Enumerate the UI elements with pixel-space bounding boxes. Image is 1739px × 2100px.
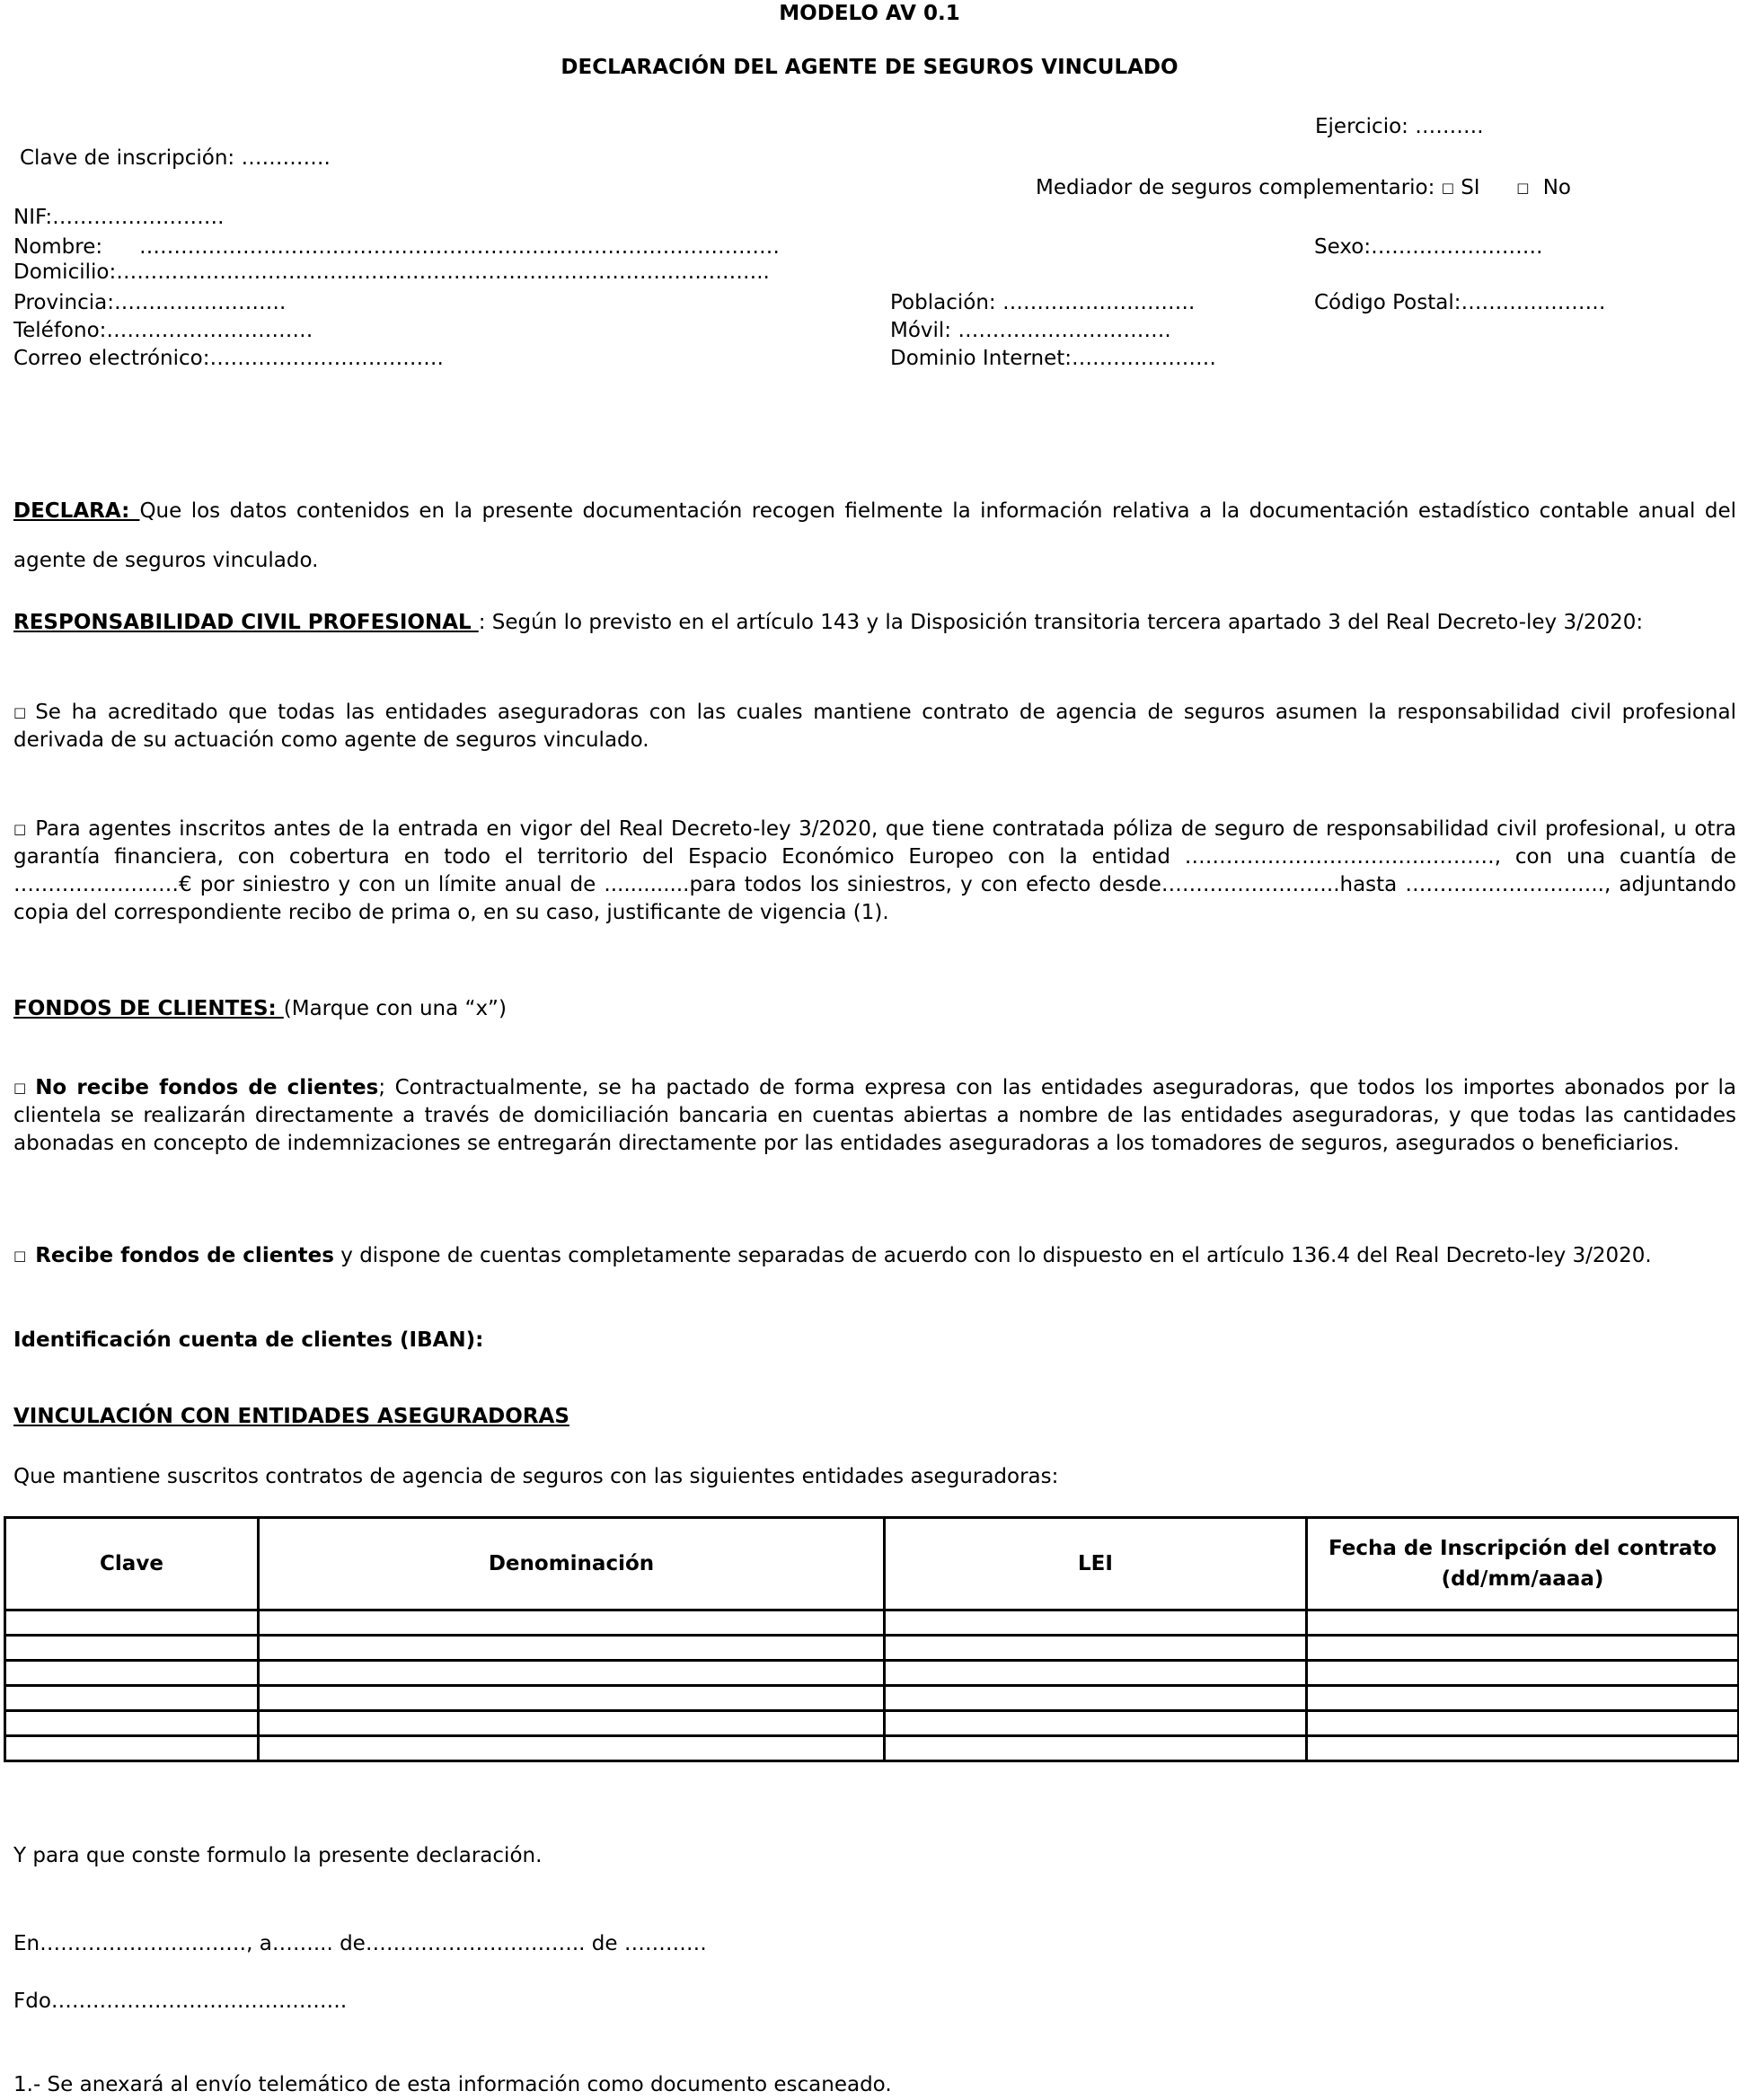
recibe-text: y dispone de cuentas completamente separadas de acuerdo con lo dispuesto en el artículo 136.4 del Real Decreto-ley 3/2020. <box>333 1244 1652 1267</box>
place-date-line[interactable]: En…………………………, a……... de………………………….. de ………… <box>13 1932 707 1955</box>
option-1-text: Se ha acreditado que todas las entidades aseguradoras con las cuales mantiene contrato de agencia de seguros asumen la responsabilidad civil profesional derivada de su actuación como agente de seguros vinculado. <box>13 701 1736 752</box>
responsabilidad-option-1 <box>13 699 1736 754</box>
iban-label: Identificación cuenta de clientes (IBAN): <box>13 1328 484 1352</box>
footnote: 1.- Se anexará al envío telemático de esta información como documento escaneado. <box>13 2073 892 2096</box>
header-lei: LEI <box>885 1518 1307 1610</box>
table-cell[interactable] <box>1307 1686 1739 1711</box>
table-row <box>5 1661 1739 1686</box>
no-recibe-fondos-paragraph <box>13 1074 1736 1158</box>
responsabilidad-text: : Según lo previsto en el artículo 143 y la Disposición transitoria tercera apartado 3 del Real Decreto-ley 3/2020: <box>478 611 1644 634</box>
checkbox-option-2-icon[interactable]: □ <box>13 821 27 837</box>
table-row <box>5 1711 1739 1736</box>
mediador-label: Mediador de seguros complementario: <box>1036 176 1435 199</box>
header-denominacion: Denominación <box>259 1518 885 1610</box>
option-2-text: Para agentes inscritos antes de la entrada en vigor del Real Decreto-ley 3/2020, que tiene contratada póliza de seguro de responsabilidad civil profesional, u otra garantía financiera, con cobertura en todo el territorio del Espacio Económico Europeo con la entidad ………………………………………, con una cuantía de ……………………€ por siniestro y con un límite anual de .............para todos los siniestros, y con efecto desde……………………..hasta ……………………….., adjuntando copia del correspondiente recibo de prima o, en su caso, justificante de vigencia (1). <box>13 817 1736 924</box>
table-cell[interactable] <box>259 1661 885 1686</box>
entidades-table <box>4 1516 1739 1762</box>
table-cell[interactable] <box>885 1686 1307 1711</box>
closing-statement: Y para que conste formulo la presente declaración. <box>13 1844 543 1867</box>
nif-field[interactable]: NIF:……………………. <box>13 206 225 229</box>
table-header-row <box>5 1518 1739 1610</box>
fondos-label: FONDOS DE CLIENTES: <box>13 997 284 1020</box>
table-cell[interactable] <box>259 1636 885 1661</box>
provincia-field[interactable]: Provincia:……………………. <box>13 291 287 314</box>
ejercicio-field[interactable]: Ejercicio: ………. <box>1315 115 1484 138</box>
table-cell[interactable] <box>5 1686 259 1711</box>
mediador-complementario <box>1036 174 1571 201</box>
table-cell[interactable] <box>885 1736 1307 1761</box>
dominio-field[interactable]: Dominio Internet:………………… <box>890 347 1217 370</box>
table-cell[interactable] <box>259 1736 885 1761</box>
table-row <box>5 1736 1739 1761</box>
table-cell[interactable] <box>5 1711 259 1736</box>
nombre-label: Nombre: <box>13 235 103 259</box>
codigo-postal-field[interactable]: Código Postal:………………… <box>1314 291 1606 314</box>
table-row <box>5 1610 1739 1636</box>
declara-text: Que los datos contenidos en la presente documentación recogen fielmente la información relativa a la documentación estadístico contable anual del agente de seguros vinculado. <box>13 499 1737 572</box>
table-cell[interactable] <box>5 1610 259 1636</box>
responsabilidad-option-2 <box>13 816 1736 927</box>
table-cell[interactable] <box>5 1736 259 1761</box>
responsabilidad-label: RESPONSABILIDAD CIVIL PROFESIONAL <box>13 611 479 634</box>
header-clave: Clave <box>5 1518 259 1610</box>
movil-field[interactable]: Móvil: …………………………. <box>890 319 1171 342</box>
declara-label: DECLARA: <box>13 499 140 523</box>
checkbox-no-recibe-icon[interactable]: □ <box>13 1080 27 1096</box>
table-cell[interactable] <box>5 1661 259 1686</box>
checkbox-option-1-icon[interactable]: □ <box>13 704 27 720</box>
checkbox-no-icon[interactable]: □ <box>1516 180 1530 196</box>
table-row <box>5 1686 1739 1711</box>
poblacion-field[interactable]: Población: ………………………. <box>890 291 1196 314</box>
table-cell[interactable] <box>259 1610 885 1636</box>
recibe-fondos-paragraph <box>13 1242 1736 1270</box>
checkbox-si-icon[interactable]: □ <box>1441 180 1454 196</box>
declara-paragraph <box>13 487 1736 586</box>
vinculacion-heading: VINCULACIÓN CON ENTIDADES ASEGURADORAS <box>13 1405 569 1428</box>
checkbox-recibe-icon[interactable]: □ <box>13 1248 27 1264</box>
no-recibe-text: ; Contractualmente, se ha pactado de forma expresa con las entidades aseguradoras, que todos los importes abonados por la clientela se realizarán directamente a través de domiciliación bancaria en cuentas abiertas a nombre de las entidades aseguradoras, y que todas las cantidades abonadas en concepto de indemnizaciones se entregarán directamente por las entidades aseguradoras a los tomadores de seguros, asegurados o beneficiarios. <box>13 1076 1736 1155</box>
table-cell[interactable] <box>885 1661 1307 1686</box>
sexo-field[interactable]: Sexo:……………………. <box>1314 235 1543 259</box>
fondos-hint: (Marque con una “x”) <box>283 997 507 1020</box>
recibe-label: Recibe fondos de clientes <box>35 1244 334 1267</box>
signature-line[interactable]: Fdo……………………………………. <box>13 1990 348 2013</box>
table-cell[interactable] <box>1307 1711 1739 1736</box>
table-cell[interactable] <box>259 1711 885 1736</box>
vinculacion-intro: Que mantiene suscritos contratos de agencia de seguros con las siguientes entidades aseguradoras: <box>13 1465 1059 1488</box>
nombre-field[interactable]: ………………………………………………………………………………… <box>139 235 780 259</box>
clave-inscripcion-field[interactable]: Clave de inscripción: …………. <box>20 146 331 170</box>
table-cell[interactable] <box>1307 1661 1739 1686</box>
telefono-field[interactable]: Teléfono:………………………… <box>13 319 313 342</box>
table-cell[interactable] <box>885 1610 1307 1636</box>
fondos-heading <box>13 995 507 1022</box>
table-row <box>5 1636 1739 1661</box>
mediador-no-label: No <box>1542 176 1571 199</box>
table-cell[interactable] <box>5 1636 259 1661</box>
table-cell[interactable] <box>1307 1636 1739 1661</box>
form-model: MODELO AV 0.1 <box>779 2 960 25</box>
table-cell[interactable] <box>1307 1610 1739 1636</box>
table-cell[interactable] <box>259 1686 885 1711</box>
mediador-si-label: SI <box>1461 176 1480 199</box>
table-cell[interactable] <box>885 1636 1307 1661</box>
correo-field[interactable]: Correo electrónico:……………………………. <box>13 347 444 370</box>
header-fecha-inscripcion: Fecha de Inscripción del contrato (dd/mm/aaaa) <box>1307 1518 1739 1610</box>
table-cell[interactable] <box>885 1711 1307 1736</box>
form-title: DECLARACIÓN DEL AGENTE DE SEGUROS VINCULADO <box>561 56 1178 79</box>
domicilio-field[interactable]: Domicilio:………………………………………………………………………………….. <box>13 260 770 284</box>
responsabilidad-paragraph <box>13 609 1736 637</box>
table-cell[interactable] <box>1307 1736 1739 1761</box>
no-recibe-label: No recibe fondos de clientes <box>35 1076 379 1099</box>
